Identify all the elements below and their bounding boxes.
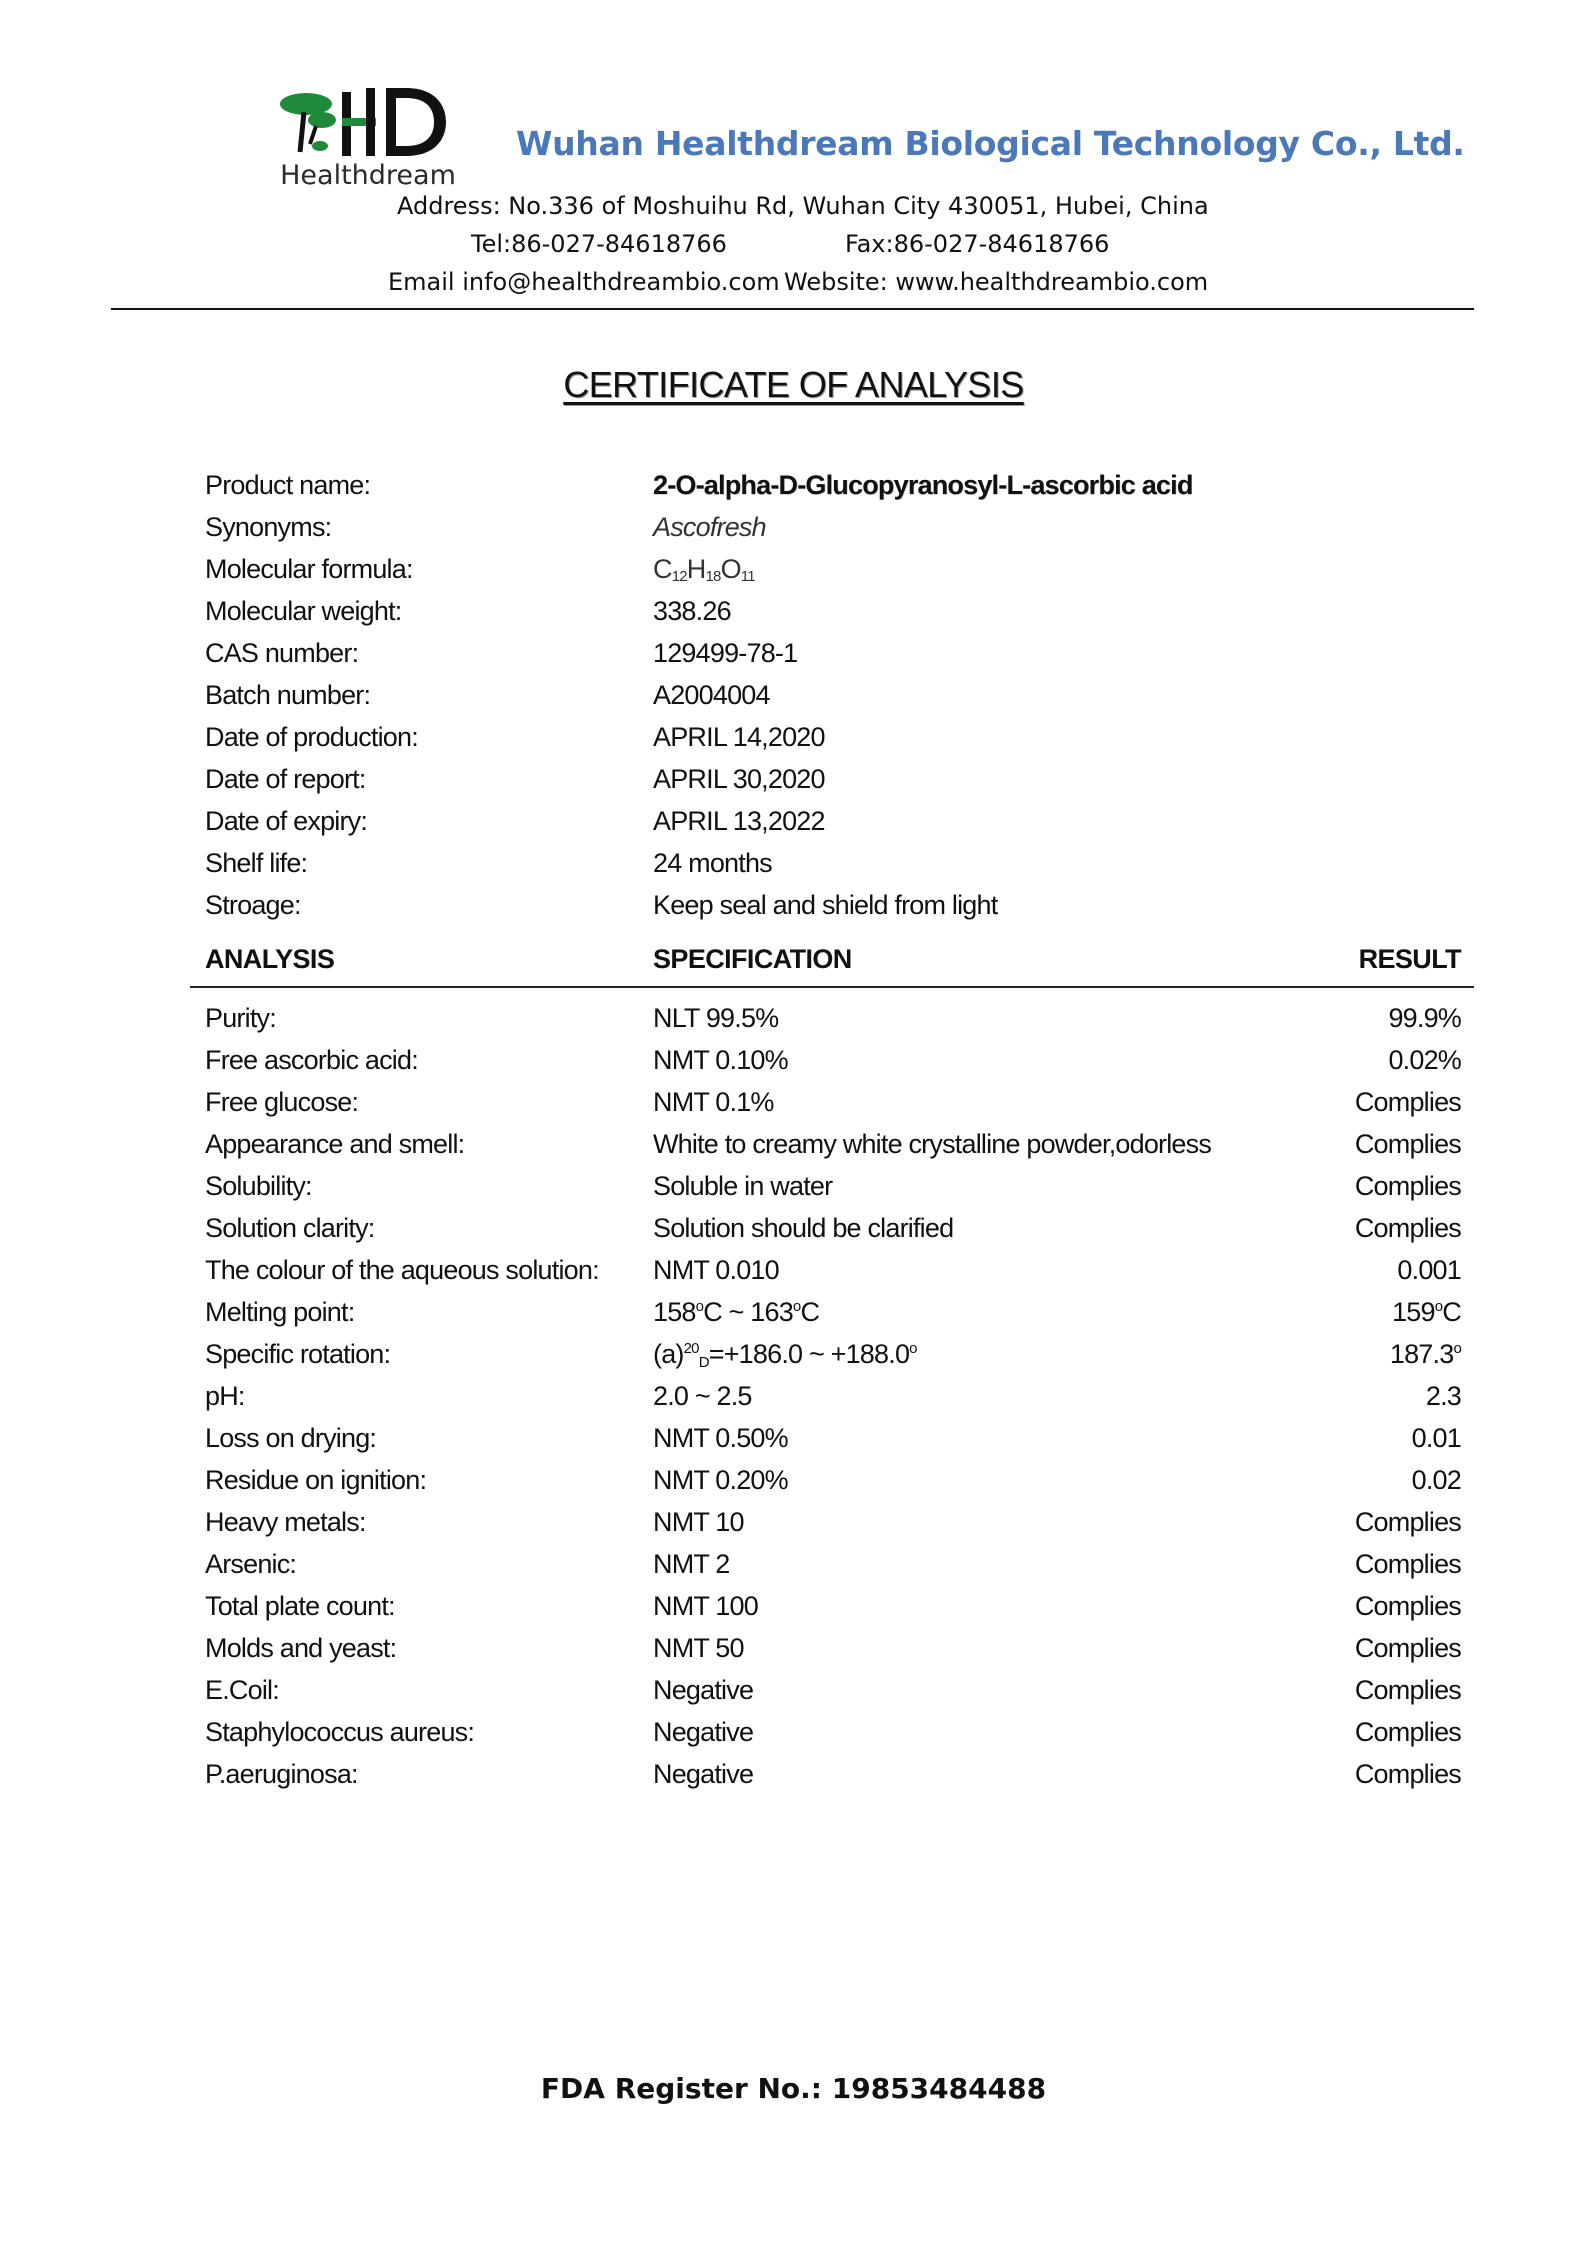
analysis-table-body (205, 1003, 1461, 1801)
cas-number: 129499-78-1 (653, 638, 798, 668)
table-row (205, 1297, 1461, 1339)
specification-value: NMT 10 (653, 1507, 744, 1537)
info-label: Batch number: (205, 680, 371, 710)
result-value: Complies (1354, 1507, 1461, 1537)
info-label: CAS number: (205, 638, 359, 668)
company-name: Wuhan Healthdream Biological Technology Co., Ltd. (516, 124, 1465, 163)
result-value: Complies (1354, 1633, 1461, 1663)
specification-value: White to creamy white crystalline powder,odorless (653, 1129, 1212, 1159)
specification-value: NMT 0.50% (653, 1423, 788, 1453)
info-label: Molecular weight: (205, 596, 402, 626)
specification-value: Negative (653, 1675, 754, 1705)
table-row (205, 1087, 1461, 1129)
table-row (205, 1759, 1461, 1801)
info-label: Synonyms: (205, 512, 332, 542)
table-row (205, 1129, 1461, 1171)
molecular-weight: 338.26 (653, 596, 731, 626)
table-row (205, 1591, 1461, 1633)
info-label: Date of expiry: (205, 806, 368, 836)
header-divider (111, 308, 1474, 310)
info-row-production (205, 722, 1465, 764)
table-row (205, 1213, 1461, 1255)
product-name: 2-O-alpha-D-Glucopyranosyl-L-ascorbic acid (653, 470, 1193, 500)
result-value: 187.3$^o$ (1389, 1339, 1461, 1369)
specification-value: $(a)^{20}_D=+186.0$ ~ $+188.0^o$ (653, 1339, 917, 1371)
table-row (205, 1507, 1461, 1549)
analysis-name: Specific rotation: (205, 1339, 391, 1369)
analysis-name: Staphylococcus aureus: (205, 1717, 475, 1747)
specification-value: NMT 0.20% (653, 1465, 788, 1495)
result-value: Complies (1354, 1171, 1461, 1201)
storage-value: Keep seal and shield from light (653, 890, 998, 920)
specification-value: NMT 0.1% (653, 1087, 774, 1117)
specification-value: NMT 50 (653, 1633, 744, 1663)
table-row (205, 1171, 1461, 1213)
result-value: 159$^o$C (1392, 1297, 1461, 1327)
result-value: 0.02% (1388, 1045, 1461, 1075)
analysis-name: Free ascorbic acid: (205, 1045, 418, 1075)
table-row (205, 1633, 1461, 1675)
info-label: Molecular formula: (205, 554, 413, 584)
result-value: 0.01 (1411, 1423, 1461, 1453)
analysis-name: P.aeruginosa: (205, 1759, 358, 1789)
table-row (205, 1717, 1461, 1759)
specification-value: 158$^o$C ~ 163$^o$C (653, 1297, 820, 1327)
table-row (205, 1003, 1461, 1045)
specification-value: Soluble in water (653, 1171, 833, 1201)
analysis-name: Molds and yeast: (205, 1633, 397, 1663)
analysis-name: E.Coil: (205, 1675, 279, 1705)
result-value: Complies (1354, 1717, 1461, 1747)
result-value: Complies (1354, 1591, 1461, 1621)
company-website: Website: www.healthdreambio.com (784, 268, 1209, 296)
result-value: 0.02 (1411, 1465, 1461, 1495)
header-result: RESULT (1358, 944, 1461, 974)
info-label: Shelf life: (205, 848, 308, 878)
result-value: 0.001 (1397, 1255, 1461, 1285)
header-analysis: ANALYSIS (205, 944, 335, 974)
result-value: Complies (1354, 1087, 1461, 1117)
analysis-name: Purity: (205, 1003, 276, 1033)
info-row-shelf (205, 848, 1465, 890)
analysis-name: Loss on drying: (205, 1423, 377, 1453)
company-fax: Fax:86-027-84618766 (845, 230, 1110, 258)
specification-value: NLT 99.5% (653, 1003, 779, 1033)
logo-mark-icon (276, 82, 460, 166)
production-date: APRIL 14,2020 (653, 722, 825, 752)
molecular-formula: $C_{12}H_{18}O_{11}$ (653, 554, 755, 585)
shelf-life: 24 months (653, 848, 772, 878)
synonyms-value: Ascofresh (653, 512, 766, 542)
result-value: 99.9% (1388, 1003, 1461, 1033)
expiry-date: APRIL 13,2022 (653, 806, 825, 836)
specification-value: Solution should be clarified (653, 1213, 954, 1243)
table-row (205, 1045, 1461, 1087)
analysis-name: Melting point: (205, 1297, 355, 1327)
info-row-expiry (205, 806, 1465, 848)
info-label: Product name: (205, 470, 371, 500)
company-address: Address: No.336 of Moshuihu Rd, Wuhan City 430051, Hubei, China (397, 192, 1209, 220)
info-label: Date of production: (205, 722, 418, 752)
analysis-name: Arsenic: (205, 1549, 297, 1579)
document-title: CERTIFICATE OF ANALYSIS (563, 364, 1024, 405)
analysis-name: Residue on ignition: (205, 1465, 427, 1495)
table-row (205, 1465, 1461, 1507)
specification-value: NMT 2 (653, 1549, 730, 1579)
header-specification: SPECIFICATION (653, 944, 852, 974)
specification-value: Negative (653, 1717, 754, 1747)
info-row-report (205, 764, 1465, 806)
info-label: Strоage: (205, 890, 301, 920)
result-value: Complies (1354, 1129, 1461, 1159)
info-label: Date of report: (205, 764, 366, 794)
analysis-name: Heavy metals: (205, 1507, 366, 1537)
table-row (205, 1675, 1461, 1717)
result-value: Complies (1354, 1675, 1461, 1705)
result-value: Complies (1354, 1759, 1461, 1789)
specification-value: NMT 100 (653, 1591, 758, 1621)
company-logo (276, 82, 460, 191)
info-row-weight (205, 596, 1465, 638)
report-date: APRIL 30,2020 (653, 764, 825, 794)
analysis-name: Solution clarity: (205, 1213, 375, 1243)
company-email: Email info@healthdreambio.com (388, 268, 780, 296)
analysis-name: Free glucose: (205, 1087, 359, 1117)
info-row-cas (205, 638, 1465, 680)
result-value: 2.3 (1425, 1381, 1461, 1411)
table-row (205, 1423, 1461, 1465)
analysis-name: Total plate count: (205, 1591, 395, 1621)
batch-number: A2004004 (653, 680, 770, 710)
info-row-product-name (205, 470, 1465, 512)
info-row-storage (205, 890, 1465, 932)
analysis-name: pH: (205, 1381, 245, 1411)
logo-text: Healthdream (280, 160, 456, 191)
specification-value: 2.0 ~ 2.5 (653, 1381, 752, 1411)
product-info (205, 470, 1465, 932)
analysis-table-header (205, 944, 1461, 980)
result-value: Complies (1354, 1549, 1461, 1579)
table-row (205, 1549, 1461, 1591)
table-row (205, 1381, 1461, 1423)
analysis-name: Solubility: (205, 1171, 312, 1201)
specification-value: Negative (653, 1759, 754, 1789)
analysis-name: The colour of the aqueous solution: (205, 1255, 599, 1285)
fda-register: FDA Register No.: 19853484488 (540, 2072, 1047, 2105)
table-row (205, 1255, 1461, 1297)
info-row-synonyms (205, 512, 1465, 554)
info-row-batch (205, 680, 1465, 722)
specification-value: NMT 0.010 (653, 1255, 779, 1285)
table-divider (190, 986, 1474, 988)
analysis-name: Appearance and smell: (205, 1129, 465, 1159)
info-row-formula (205, 554, 1465, 596)
company-tel: Tel:86-027-84618766 (471, 230, 727, 258)
result-value: Complies (1354, 1213, 1461, 1243)
table-row (205, 1339, 1461, 1381)
specification-value: NMT 0.10% (653, 1045, 788, 1075)
